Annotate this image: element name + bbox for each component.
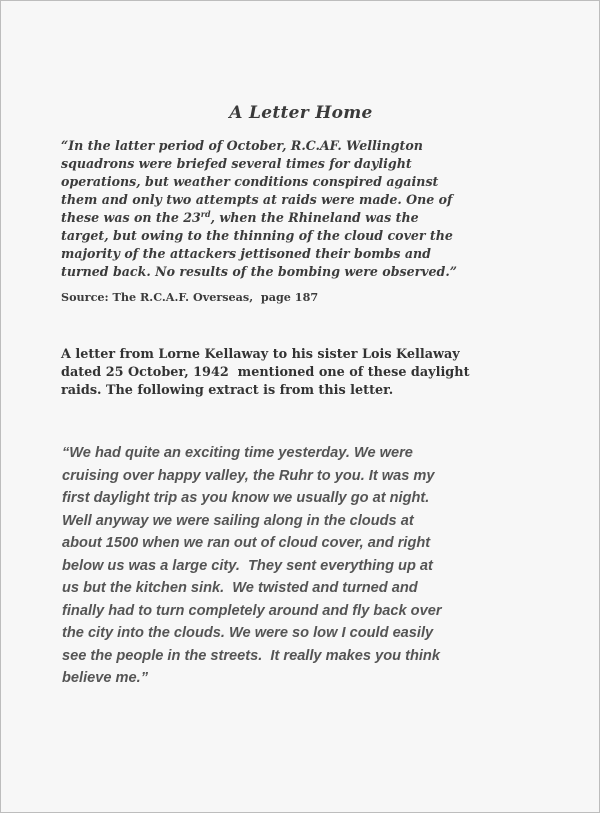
page-title: A Letter Home [229, 103, 373, 123]
letter-line: believe me.” [62, 670, 148, 686]
quote-text: these was on the 23 [61, 210, 201, 225]
letter-line: about 1500 when we ran out of cloud cover, and right [62, 535, 431, 551]
letter-line: see the people in the streets. It really makes you think [62, 647, 440, 664]
intro-line: A letter from Lorne Kellaway to his sister Lois Kellaway [61, 347, 460, 362]
source-citation: Source: The R.C.A.F. Overseas, page 187 [61, 290, 319, 304]
historical-quote [61, 137, 561, 281]
letter-line: cruising over happy valley, the Ruhr to you. It was my [62, 467, 435, 484]
intro-line: dated 25 October, 1942 mentioned one of these daylight [61, 365, 470, 380]
intro-paragraph [61, 346, 561, 400]
letter-line: the city into the clouds. We were so low I could easily [62, 625, 434, 641]
quote-line: majority of the attackers jettisoned their bombs and [61, 246, 431, 261]
letter-line: Well anyway we were sailing along in the clouds at [62, 512, 414, 529]
quote-line: them and only two attempts at raids were made. One of [61, 192, 453, 207]
letter-line: first daylight trip as you know we usually go at night. [62, 490, 430, 506]
letter-line: “We had quite an exciting time yesterday. We were [62, 445, 413, 461]
quote-line [61, 209, 561, 227]
intro-line: raids. The following extract is from this letter. [61, 383, 394, 398]
quote-line: “In the latter period of October, R.C.AF. Wellington [61, 138, 423, 153]
quote-text: , when the Rhineland was the [210, 210, 419, 225]
letter-line: us but the kitchen sink. We twisted and turned and [62, 580, 418, 596]
letter-line: below us was a large city. They sent everything up at [62, 557, 433, 574]
quote-line: turned back. No results of the bombing were observed.” [61, 264, 457, 279]
ordinal-superscript: rd [200, 208, 211, 219]
quote-line: squadrons were briefed several times for daylight [61, 156, 412, 171]
quote-line: operations, but weather conditions conspired against [61, 174, 439, 189]
letter-extract [62, 442, 582, 690]
letter-line: finally had to turn completely around and fly back over [62, 602, 442, 619]
quote-line: target, but owing to the thinning of the cloud cover the [61, 228, 453, 243]
